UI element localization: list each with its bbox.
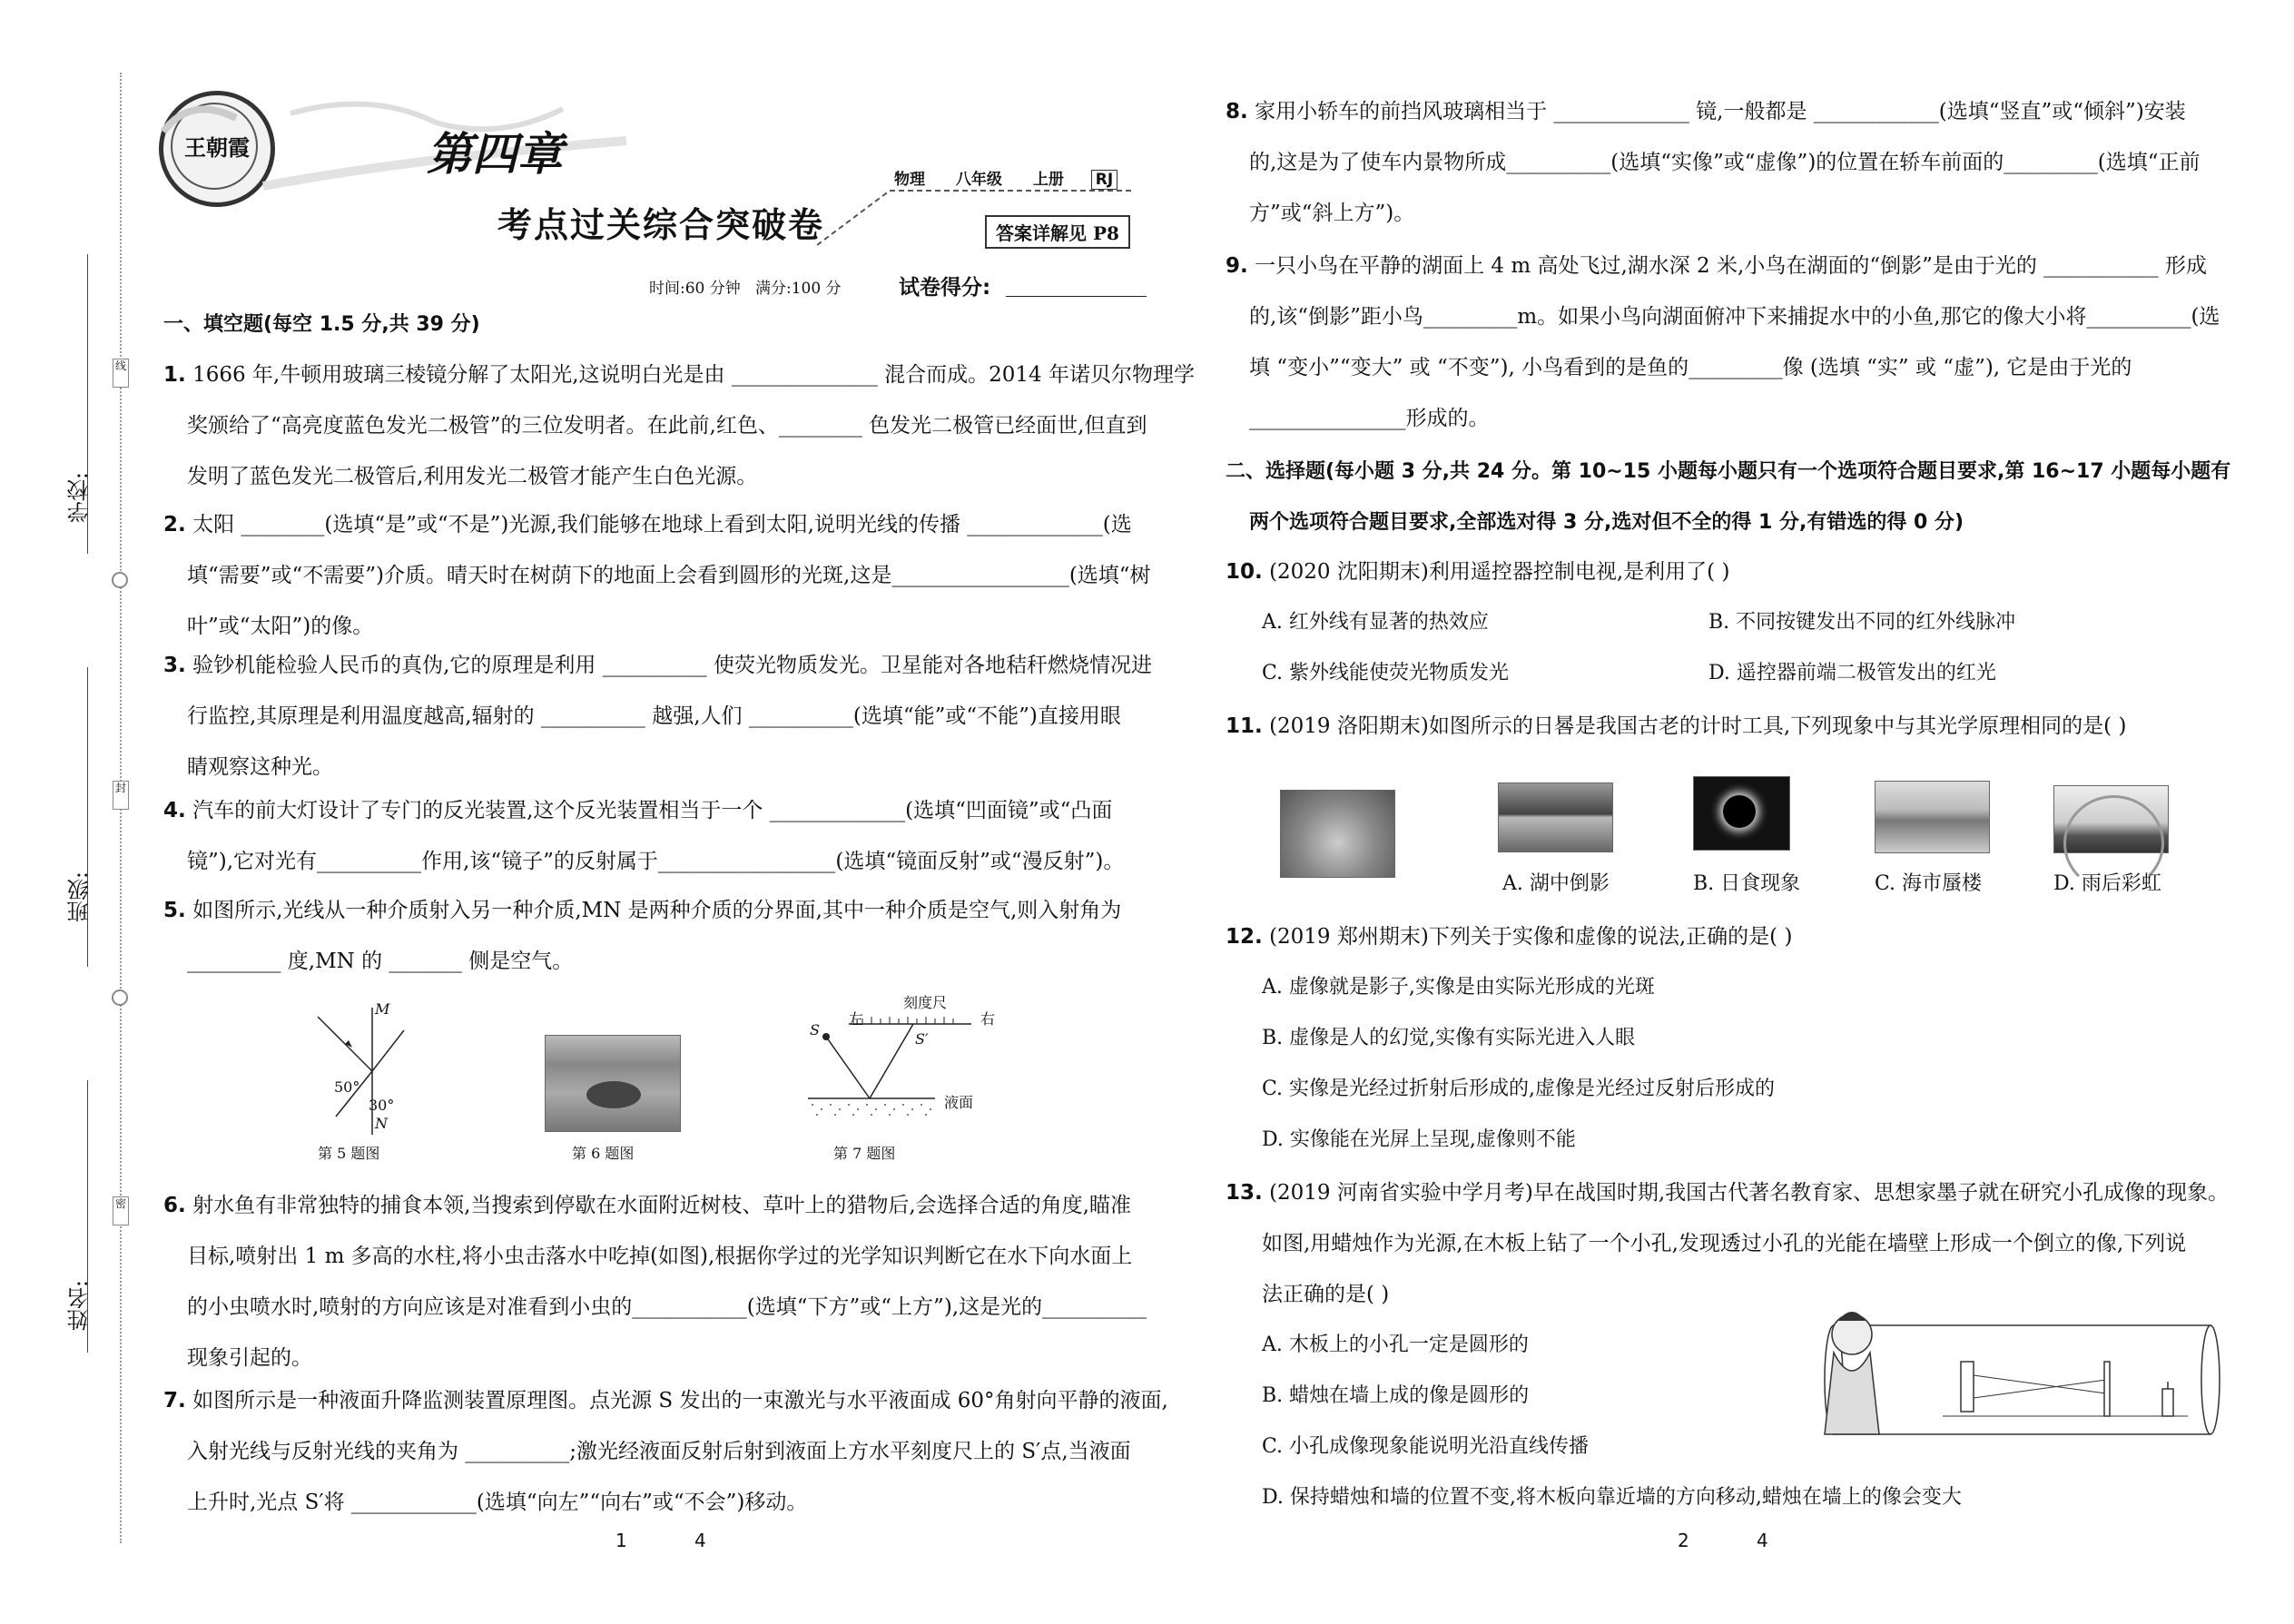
q13-option-d[interactable]: D. 保持蜡烛和墙的位置不变,将木板向靠近墙的方向移动,蜡烛在墙上的像会变大 — [1262, 1486, 1962, 1509]
meta-volume: 上册 — [1032, 171, 1064, 189]
question-text: 汽车的前大灯设计了专门的反光装置,这个反光装置相当于一个 _____________(选填“凹面镜”或“凸面 — [192, 799, 1113, 822]
q10-option-d[interactable]: D. 遥控器前端二极管发出的红光 — [1708, 662, 1996, 684]
question-number: 6. — [163, 1194, 186, 1217]
left-page-number: 1 — [615, 1530, 627, 1551]
lake-reflection-photo[interactable] — [1498, 782, 1613, 852]
sundial-photo — [1280, 790, 1395, 878]
left-page-total: 4 — [694, 1530, 706, 1551]
question-text: 的小虫喷水时,喷射的方向应该是对准看到小虫的___________(选填“下方”或“上方”),这是光的__________ — [187, 1295, 1147, 1319]
name-label: 姓名: — [67, 1280, 93, 1332]
mirage-photo[interactable] — [1875, 781, 1990, 853]
question-number: 12. — [1226, 925, 1263, 949]
question-text: 填“需要”或“不需要”)介质。晴天时在树荫下的地面上会看到圆形的光斑,这是_________________(选填“树 — [187, 564, 1151, 587]
question-6 — [163, 1180, 1162, 1383]
fig7-left-label: 左 — [849, 1010, 864, 1028]
figure-13-scroll-illustration — [1807, 1298, 2224, 1448]
question-3 — [163, 640, 1162, 792]
right-page-number: 2 — [1678, 1530, 1689, 1551]
fig7-ruler-label: 刻度尺 — [903, 994, 948, 1011]
question-text: 发明了蓝色发光二极管后,利用发光二极管才能产生白色光源。 — [187, 465, 758, 488]
question-text: 现象引起的。 — [187, 1346, 312, 1370]
right-page-total: 4 — [1757, 1530, 1768, 1551]
rainbow-photo[interactable] — [2053, 785, 2169, 853]
q13-option-b[interactable]: B. 蜡烛在墙上成的像是圆形的 — [1262, 1384, 1530, 1407]
figure-6-photo — [545, 1035, 681, 1132]
q13-option-a[interactable]: A. 木板上的小孔一定是圆形的 — [1262, 1334, 1529, 1356]
question-text: 射水鱼有非常独特的捕食本领,当搜索到停歇在水面附近树枝、草叶上的猎物后,会选择合适的角度,瞄准 — [192, 1194, 1131, 1217]
binding-stamp: 线 — [113, 359, 129, 388]
figure-7-diagram — [799, 999, 999, 1135]
question-text: 方”或“斜上方”)。 — [1249, 202, 1415, 225]
meta-grade: 八年级 — [955, 171, 1002, 189]
section1-title: 一、填空题(每空 1.5 分,共 39 分) — [163, 313, 480, 336]
q10-option-c[interactable]: C. 紫外线能使荧光物质发光 — [1262, 662, 1510, 684]
question-number: 7. — [163, 1389, 186, 1412]
question-text: 上升时,光点 S′将 ____________(选填“向左”“向右”或“不会”)移动。 — [187, 1491, 808, 1514]
question-text: 1666 年,牛顿用玻璃三棱镜分解了太阳光,这说明白光是由 ______________ 混合而成。2014 年诺贝尔物理学 — [192, 363, 1195, 387]
section2-line: 二、选择题(每小题 3 分,共 24 分。第 10~15 小题每小题只有一个选项符合题目要求,第 16~17 小题每小题有 — [1226, 460, 2231, 483]
fig7-s-label: S — [810, 1021, 820, 1038]
question-2 — [163, 499, 1162, 652]
question-8 — [1226, 86, 2224, 239]
question-text: 镜”),它对光有__________作用,该“镜子”的反射属于_________________(选填“镜面反射”或“漫反射”)。 — [187, 850, 1125, 873]
q10-option-a[interactable]: A. 红外线有显著的热效应 — [1262, 611, 1489, 634]
q11-option-d[interactable]: D. 雨后彩虹 — [2053, 872, 2161, 895]
q12-option-d[interactable]: D. 实像能在光屏上呈现,虚像则不能 — [1262, 1128, 1576, 1151]
question-text: 奖颁给了“高亮度蓝色发光二极管”的三位发明者。在此前,红色、________ 色发光二极管已经面世,但直到 — [187, 414, 1147, 438]
school-label: 学校: — [67, 472, 93, 524]
fig5-m-label: M — [375, 1000, 390, 1018]
solar-eclipse-photo[interactable] — [1693, 776, 1790, 851]
binding-ring — [112, 989, 128, 1006]
question-number: 11. — [1226, 714, 1263, 738]
figure-5-diagram — [309, 999, 418, 1144]
question-text: 验钞机能检验人民币的真伪,它的原理是利用 __________ 使荧光物质发光。卫星能对各地秸秆燃烧情况进 — [192, 654, 1152, 677]
question-5 — [163, 885, 1162, 987]
fig7-caption: 第 7 题图 — [833, 1145, 896, 1162]
question-text: 一只小鸟在平静的湖面上 4 m 高处飞过,湖水深 2 米,小鸟在湖面的“倒影”是由于光的 ___________ 形成 — [1255, 254, 2207, 278]
question-text: _________ 度,MN 的 _______ 侧是空气。 — [187, 950, 574, 973]
question-11 — [1226, 701, 2224, 752]
question-number: 4. — [163, 799, 186, 822]
time-info: 时间:60 分钟 满分:100 分 — [649, 280, 842, 298]
fig6-caption: 第 6 题图 — [572, 1145, 635, 1162]
fig7-s-prime-label: S′ — [915, 1030, 929, 1048]
q13-option-c[interactable]: C. 小孔成像现象能说明光沿直线传播 — [1262, 1435, 1590, 1458]
question-number: 1. — [163, 363, 186, 387]
fig5-angle2: 30° — [369, 1097, 395, 1114]
answer-reference-text: 答案详解见 P8 — [996, 222, 1119, 244]
question-number: 2. — [163, 513, 186, 536]
question-text: 太阳 ________(选填“是”或“不是”)光源,我们能够在地球上看到太阳,说明光线的传播 _____________(选 — [192, 513, 1132, 536]
question-text: 如图,用蜡烛作为光源,在木板上钻了一个小孔,发现透过小孔的光能在墙壁上形成一个倒立的像,下列说 — [1262, 1232, 2187, 1255]
question-text: 法正确的是( ) — [1262, 1283, 1390, 1306]
section2-title — [1226, 447, 2230, 548]
question-number: 3. — [163, 654, 186, 677]
question-text: 目标,喷射出 1 m 多高的水柱,将小虫击落水中吃掉(如图),根据你学过的光学知识判断它在水下向水面上 — [187, 1245, 1133, 1268]
question-text: (2019 河南省实验中学月考)早在战国时期,我国古代著名教育家、思想家墨子就在研究小孔成像的现象。 — [1269, 1181, 2230, 1205]
question-9 — [1226, 241, 2224, 444]
question-text: 家用小轿车的前挡风玻璃相当于 _____________ 镜,一般都是 ____________(选填“竖直”或“倾斜”)安装 — [1255, 100, 2186, 123]
question-13 — [1226, 1167, 2230, 1320]
question-text: 如图所示,光线从一种介质射入另一种介质,MN 是两种介质的分界面,其中一种介质是空气,则入射角为 — [192, 899, 1122, 922]
fish-shape — [586, 1081, 641, 1108]
question-text: 填 “变小”“变大” 或 “不变”), 小鸟看到的是鱼的_________像 (选填 “实” 或 “虚”), 它是由于光的 — [1249, 356, 2132, 379]
question-text: (2019 郑州期末)下列关于实像和虚像的说法,正确的是( ) — [1269, 925, 1793, 949]
question-text: 叶”或“太阳”)的像。 — [187, 615, 374, 638]
logo-text: 王朝霞 — [184, 134, 250, 161]
binding-ring — [112, 572, 128, 588]
question-text: 睛观察这种光。 — [187, 755, 333, 779]
q10-option-b[interactable]: B. 不同按键发出不同的红外线脉冲 — [1708, 611, 2016, 634]
question-number: 5. — [163, 899, 186, 922]
binding-stamp: 封 — [113, 781, 129, 810]
meta-subject: 物理 — [894, 171, 925, 189]
class-label: 班级: — [67, 871, 93, 923]
q12-option-a[interactable]: A. 虚像就是影子,实像是由实际光形成的光斑 — [1262, 976, 1655, 999]
score-blank[interactable] — [1006, 296, 1147, 297]
fig7-right-label: 右 — [980, 1010, 996, 1028]
section2-line: 两个选项符合题目要求,全部选对得 3 分,选对但不全的得 1 分,有错选的得 0 分) — [1249, 511, 1964, 534]
question-text: 如图所示是一种液面升降监测装置原理图。点光源 S 发出的一束激光与水平液面成 60°角射向平静的液面, — [192, 1389, 1168, 1412]
answer-reference — [985, 215, 1130, 249]
q11-option-c[interactable]: C. 海市蜃楼 — [1875, 872, 1983, 895]
question-1 — [163, 349, 1195, 502]
score-label: 试卷得分: — [899, 276, 991, 300]
exam-title: 考点过关综合突破卷 — [497, 204, 825, 245]
meta-tags — [894, 166, 1117, 189]
question-10 — [1226, 546, 2224, 597]
fig7-liquid-label: 液面 — [944, 1094, 974, 1111]
chapter-title: 第四章 — [427, 128, 563, 181]
eclipse-ring — [1723, 795, 1756, 828]
question-number: 13. — [1226, 1181, 1263, 1205]
q11-option-a[interactable]: A. 湖中倒影 — [1502, 872, 1610, 895]
question-4 — [163, 785, 1162, 887]
question-text: 行监控,其原理是利用温度越高,辐射的 __________ 越强,人们 __________(选填“能”或“不能”)直接用眼 — [187, 704, 1121, 728]
q12-option-c[interactable]: C. 实像是光经过折射后形成的,虚像是光经过反射后形成的 — [1262, 1078, 1776, 1100]
question-text: 的,这是为了使车内景物所成__________(选填“实像”或“虚像”)的位置在轿车前面的_________(选填“正前 — [1249, 151, 2200, 174]
question-7 — [163, 1375, 1168, 1528]
question-12 — [1226, 911, 2224, 962]
question-number: 10. — [1226, 560, 1263, 584]
binding-stamp: 密 — [113, 1196, 129, 1225]
question-text: _______________形成的。 — [1249, 407, 1490, 430]
header-ribbon — [136, 77, 645, 195]
question-text: 的,该“倒影”距小鸟_________m。如果小鸟向湖面俯冲下来捕捉水中的小鱼,那它的像大小将__________(选 — [1249, 305, 2220, 329]
question-number: 8. — [1226, 100, 1248, 123]
meta-edition: RJ — [1091, 170, 1117, 190]
fig5-angle1: 50° — [334, 1078, 360, 1096]
fig5-n-label: N — [375, 1115, 388, 1132]
q11-option-b[interactable]: B. 日食现象 — [1693, 872, 1801, 895]
question-text: (2020 沈阳期末)利用遥控器控制电视,是利用了( ) — [1269, 560, 1730, 584]
fig5-caption: 第 5 题图 — [318, 1145, 380, 1162]
question-text: (2019 洛阳期末)如图所示的日晷是我国古老的计时工具,下列现象中与其光学原理相同的是( ) — [1269, 714, 2127, 738]
q12-option-b[interactable]: B. 虚像是人的幻觉,实像有实际光进入人眼 — [1262, 1027, 1636, 1049]
question-text: 入射光线与反射光线的夹角为 __________;激光经液面反射后射到液面上方水平刻度尺上的 S′点,当液面 — [187, 1440, 1131, 1463]
question-number: 9. — [1226, 254, 1248, 278]
